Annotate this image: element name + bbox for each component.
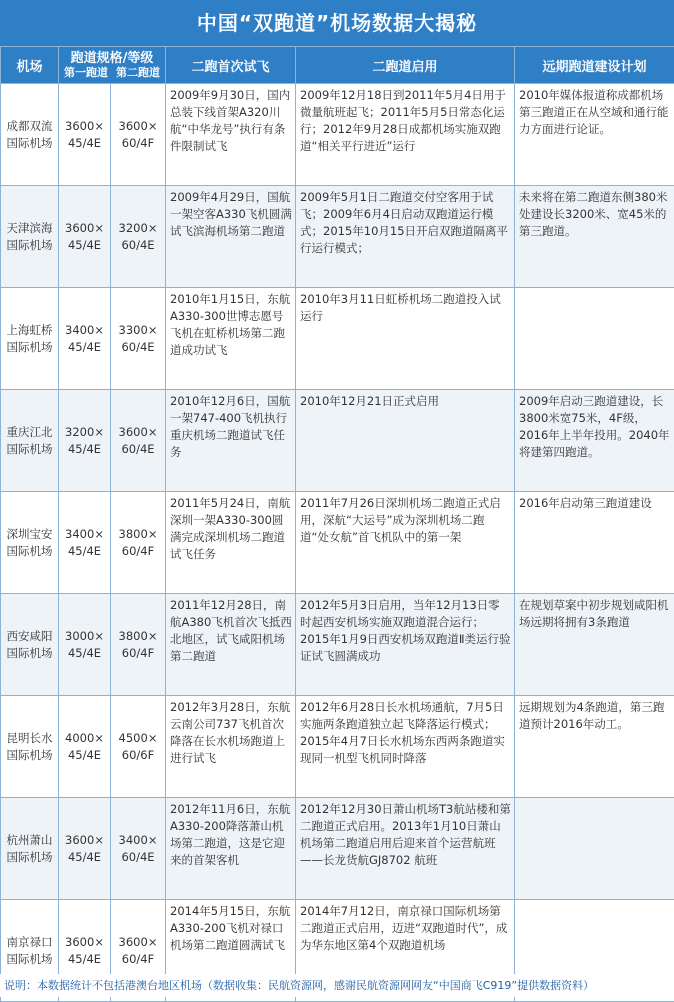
table-row (1, 696, 674, 798)
opening-cell: 2009年12月18日到2011年5月4日用于微量航班起飞；2011年5月5日常态化运行；2012年9月28日成都机场实施双跑道“相关平行进近”运行 (296, 84, 515, 186)
plan-cell: 未来将在第二跑道东侧380米处建设长3200米、宽45米的第三跑道。 (515, 186, 674, 288)
opening-cell: 2012年6月28日长水机场通航，7月5日实施两条跑道独立起飞降落运行模式；2015年4月7日长水机场东西两条跑道实现同一机型飞机同时降落 (296, 696, 515, 798)
runway1-spec: 3400× 45/4E (59, 492, 111, 594)
table-row (1, 798, 674, 900)
airport-name: 南京禄口 国际机场 (1, 900, 59, 1002)
plan-cell: 2009年启动三跑道建设，长3800米宽75米，4F级，2016年上半年投用。2040年将建第四跑道。 (515, 390, 674, 492)
runway1-spec: 3600× 45/4E (59, 798, 111, 900)
runway1-spec: 3200× 45/4E (59, 390, 111, 492)
header-plan: 远期跑道建设计划 (515, 47, 674, 84)
plan-cell: 2016年启动第三跑道建设 (515, 492, 674, 594)
plan-cell: 在规划草案中初步规划咸阳机场远期将拥有3条跑道 (515, 594, 674, 696)
plan-cell (515, 288, 674, 390)
plan-cell: 远期规划为4条跑道，第三跑道预计2016年动工。 (515, 696, 674, 798)
runway1-spec: 3400× 45/4E (59, 288, 111, 390)
plan-cell: 2010年媒体报道称成都机场第三跑道正在从空域和通行能力方面进行论证。 (515, 84, 674, 186)
table-row (1, 390, 674, 492)
table-row (1, 186, 674, 288)
opening-cell: 2010年12月21日正式启用 (296, 390, 515, 492)
runway1-spec: 3000× 45/4E (59, 594, 111, 696)
plan-cell (515, 798, 674, 900)
header-runway2: 第二跑道 (112, 66, 164, 80)
table-header (1, 47, 674, 84)
opening-cell: 2010年3月11日虹桥机场二跑道投入试运行 (296, 288, 515, 390)
runway2-spec: 3600× 60/4E (111, 390, 166, 492)
table-row (1, 84, 674, 186)
runway1-spec: 3600× 45/4E (59, 900, 111, 1002)
opening-cell: 2012年5月3日启用，当年12月13日零时起西安机场实施双跑道混合运行；2015年1月9日西安机场双跑道Ⅱ类运行验证试飞圆满成功 (296, 594, 515, 696)
opening-cell: 2009年5月1日二跑道交付空客用于试飞；2009年6月4日启动双跑道运行模式；2015年10月15日开启双跑道隔离平行运行模式； (296, 186, 515, 288)
table-row (1, 594, 674, 696)
first-test-cell: 2012年3月28日，东航云南公司737飞机首次降落在长水机场跑道上进行试飞 (166, 696, 296, 798)
airport-name: 上海虹桥 国际机场 (1, 288, 59, 390)
header-airport: 机场 (1, 47, 59, 84)
runway1-spec: 3600× 45/4E (59, 84, 111, 186)
runway1-spec: 4000× 45/4E (59, 696, 111, 798)
first-test-cell: 2010年1月15日，东航A330-300世博志愿号飞机在虹桥机场第二跑道成功试飞 (166, 288, 296, 390)
airport-name: 杭州萧山 国际机场 (1, 798, 59, 900)
runway2-spec: 3200× 60/4E (111, 186, 166, 288)
opening-cell: 2012年12月30日萧山机场T3航站楼和第二跑道正式启用。2013年1月10日萧山机场第二跑道启用后迎来首个运营航班——长龙货航GJ8702 航班 (296, 798, 515, 900)
header-spec-sub (59, 66, 165, 80)
first-test-cell: 2012年11月6日，东航A330-200降落萧山机场第二跑道，这是它迎来的首架客机 (166, 798, 296, 900)
runway2-spec: 3800× 60/4F (111, 492, 166, 594)
page-title: 中国“双跑道”机场数据大揭秘 (0, 0, 674, 46)
table-row (1, 288, 674, 390)
airport-name: 重庆江北 国际机场 (1, 390, 59, 492)
airport-name: 西安咸阳 国际机场 (1, 594, 59, 696)
runway2-spec: 3600× 60/4F (111, 900, 166, 1002)
airport-name: 昆明长水 国际机场 (1, 696, 59, 798)
runway2-spec: 4500× 60/6F (111, 696, 166, 798)
airport-name: 天津滨海 国际机场 (1, 186, 59, 288)
runway2-spec: 3300× 60/4E (111, 288, 166, 390)
header-first-test: 二跑首次试飞 (166, 47, 296, 84)
airport-name: 成都双流 国际机场 (1, 84, 59, 186)
table-row (1, 492, 674, 594)
header-opening: 二跑道启用 (296, 47, 515, 84)
airport-table (0, 46, 674, 1002)
first-test-cell: 2010年12月6日，国航一架747-400飞机执行重庆机场二跑道试飞任务 (166, 390, 296, 492)
opening-cell: 2014年7月12日，南京禄口国际机场第二跑道正式启用，迈进“双跑道时代”，成为华东地区第4个双跑道机场 (296, 900, 515, 1002)
footer-note: 说明：本数据统计不包括港澳台地区机场（数据收集：民航资源网，感谢民航资源网网友“中国商飞C919”提供数据资料） (0, 974, 674, 997)
runway2-spec: 3800× 60/4F (111, 594, 166, 696)
first-test-cell: 2011年5月24日，南航深圳一架A330-300圆满完成深圳机场二跑道试飞任务 (166, 492, 296, 594)
airport-name: 深圳宝安 国际机场 (1, 492, 59, 594)
header-runway1: 第一跑道 (60, 66, 112, 80)
runway2-spec: 3400× 60/4E (111, 798, 166, 900)
first-test-cell: 2009年9月30日，国内总装下线首架A320川航“中华龙号”执行有条件限制试飞 (166, 84, 296, 186)
runway1-spec: 3600× 45/4E (59, 186, 111, 288)
opening-cell: 2011年7月26日深圳机场二跑道正式启用，深航“大运号”成为深圳机场二跑道“处女航”首飞机队中的第一架 (296, 492, 515, 594)
first-test-cell: 2009年4月29日，国航一架空客A330飞机圆满试飞滨海机场第二跑道 (166, 186, 296, 288)
runway2-spec: 3600× 60/4F (111, 84, 166, 186)
first-test-cell: 2011年12月28日，南航A380飞机首次飞抵西北地区，试飞咸阳机场第二跑道 (166, 594, 296, 696)
header-spec (59, 47, 166, 84)
header-spec-label: 跑道规格/等级 (59, 51, 165, 66)
first-test-cell: 2014年5月15日，东航A330-200飞机对禄口机场第二跑道圆满试飞 (166, 900, 296, 1002)
